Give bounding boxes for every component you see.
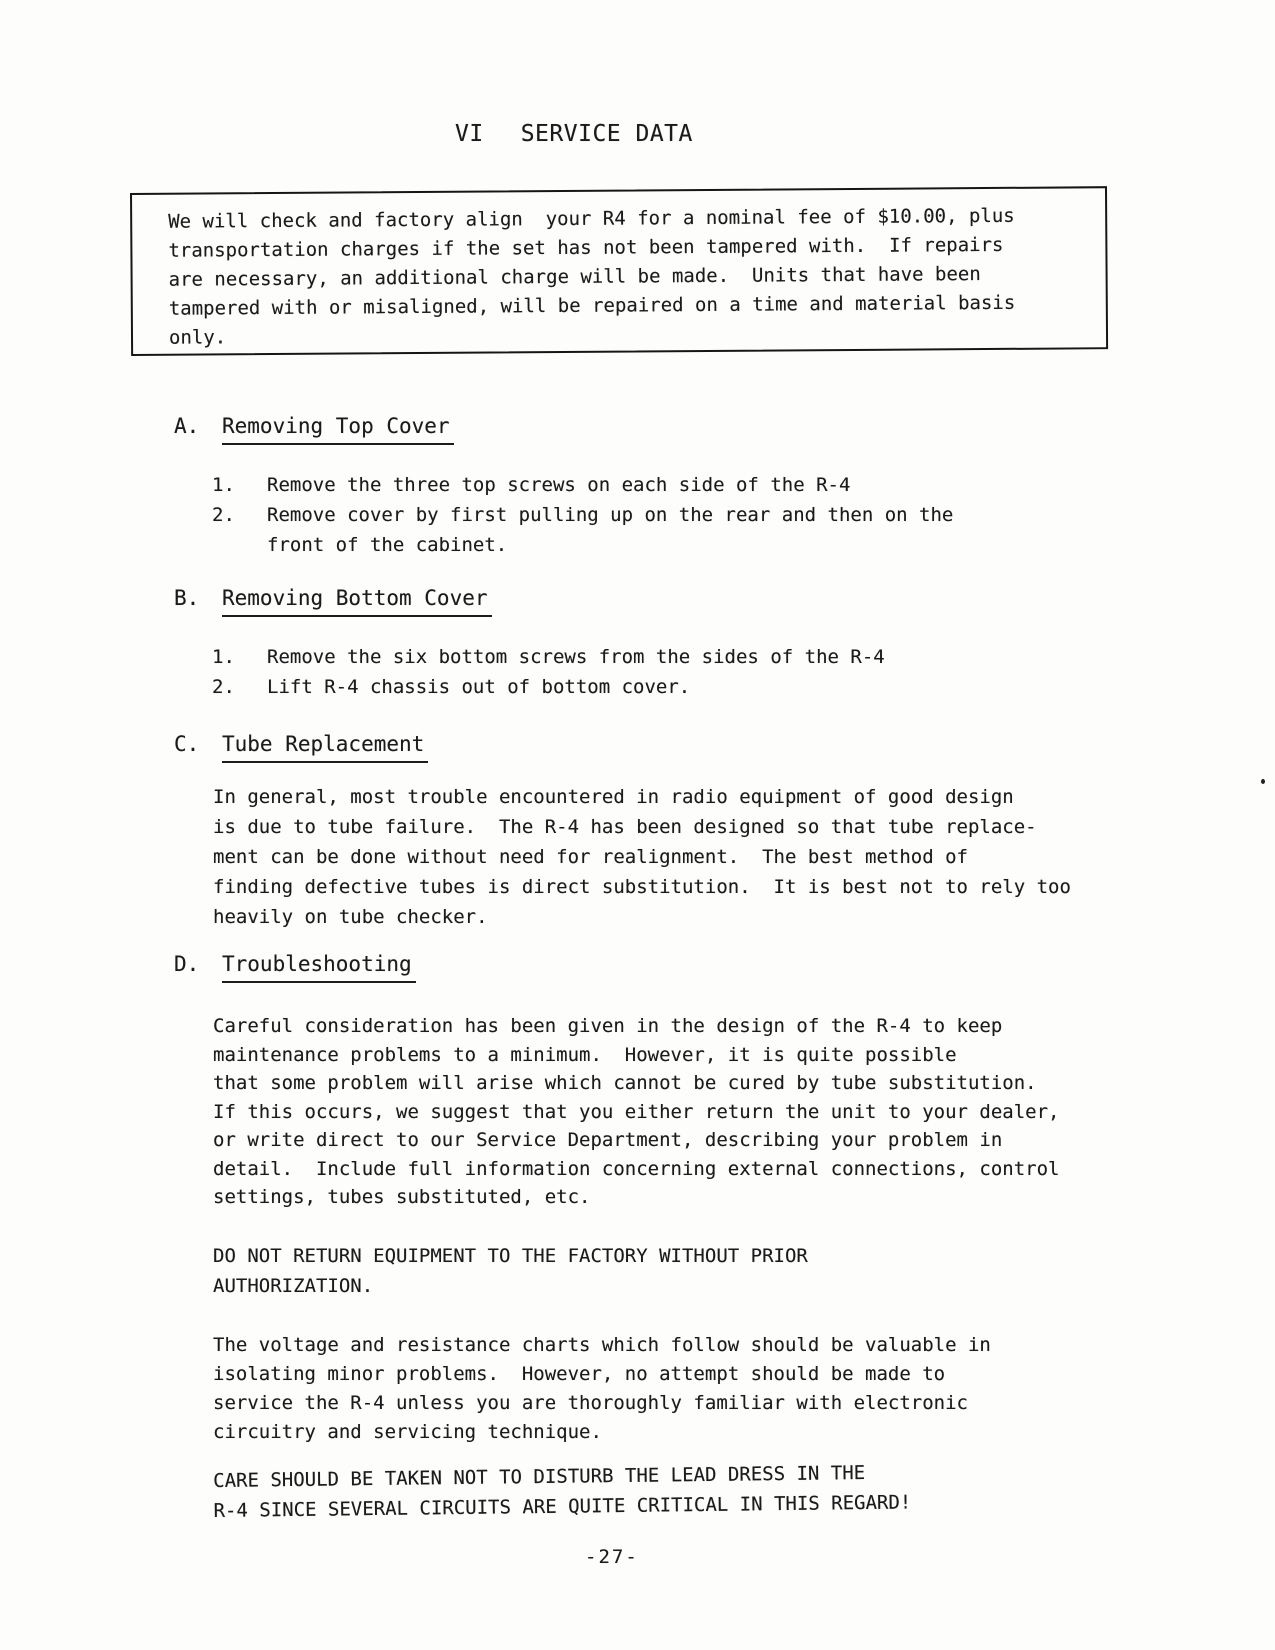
list-item <box>212 500 953 560</box>
text-line: that some problem will arise which cannot be cured by tube substitution. <box>213 1072 1037 1094</box>
text-line: Remove cover by first pulling up on the rear and then on the <box>267 504 954 526</box>
scan-artifact-dot <box>1261 779 1265 784</box>
item-number: 1. <box>212 474 235 496</box>
item-text <box>267 500 953 560</box>
item-text <box>267 672 690 702</box>
item-number: 2. <box>212 676 235 698</box>
text-line: maintenance problems to a minimum. However, it is quite possible <box>213 1043 957 1066</box>
text-line: front of the cabinet. <box>267 534 508 556</box>
text-line: In general, most trouble encountered in radio equipment of good design <box>213 786 1014 808</box>
paragraph-tube-replacement <box>213 782 1071 932</box>
item-text <box>267 642 885 672</box>
section-title: SERVICE DATA <box>520 121 693 147</box>
section-letter: B. <box>174 586 200 610</box>
section-heading-text: Removing Bottom Cover <box>222 584 492 617</box>
service-notice-text <box>132 188 1106 353</box>
text-line: heavily on tube checker. <box>213 906 488 928</box>
section-heading-troubleshooting <box>174 950 416 983</box>
list-item <box>212 470 953 500</box>
list-item <box>212 642 885 672</box>
text-line: Careful consideration has been given in the design of the R-4 to keep <box>213 1015 1003 1037</box>
list-removing-top-cover <box>212 470 953 560</box>
text-line: only. <box>168 326 227 349</box>
text-line: detail. Include full information concerning external connections, control <box>213 1157 1060 1180</box>
page-title <box>455 121 693 147</box>
list-removing-bottom-cover <box>212 642 885 702</box>
section-letter: A. <box>174 414 200 438</box>
text-line: CARE SHOULD BE TAKEN NOT TO DISTURB THE LEAD DRESS IN THE <box>213 1462 866 1492</box>
text-line: settings, tubes substituted, etc. <box>213 1186 591 1208</box>
text-line: The voltage and resistance charts which follow should be valuable in <box>213 1334 991 1356</box>
text-line: service the R-4 unless you are thoroughly familiar with electronic <box>213 1392 968 1414</box>
text-line: ment can be done without need for realignment. The best method of <box>213 846 968 868</box>
section-number: VI <box>455 121 484 147</box>
item-number: 2. <box>212 504 235 526</box>
service-notice-box <box>130 186 1108 356</box>
paragraph-voltage-resistance-charts <box>213 1331 991 1447</box>
text-line: AUTHORIZATION. <box>213 1275 374 1297</box>
section-heading-text: Removing Top Cover <box>222 412 454 445</box>
text-line: isolating minor problems. However, no attempt should be made to <box>213 1363 946 1385</box>
text-line: transportation charges if the set has not been tampered with. If repairs <box>168 233 1004 262</box>
section-heading-text: Troubleshooting <box>222 950 416 983</box>
paragraph-do-not-return-warning <box>213 1241 808 1301</box>
text-line: If this occurs, we suggest that you either return the unit to your dealer, <box>213 1100 1060 1123</box>
text-line: We will check and factory align your R4 for a nominal fee of $10.00, plus <box>168 204 1015 233</box>
text-line: Remove the three top screws on each side of the R-4 <box>267 474 851 496</box>
section-letter: D. <box>174 952 200 976</box>
page-number: -27- <box>585 1546 639 1568</box>
section-heading-removing-top-cover <box>174 412 454 445</box>
text-line: or write direct to our Service Department, describing your problem in <box>213 1129 1003 1151</box>
item-text <box>267 470 850 500</box>
text-line: Lift R-4 chassis out of bottom cover. <box>267 676 691 698</box>
text-line: are necessary, an additional charge will be made. Units that have been <box>168 263 981 291</box>
text-line: tampered with or misaligned, will be repaired on a time and material basis <box>168 291 1016 320</box>
text-line: circuitry and servicing technique. <box>213 1421 602 1443</box>
section-heading-removing-bottom-cover <box>174 584 492 617</box>
list-item <box>212 672 885 702</box>
paragraph-lead-dress-warning <box>213 1457 911 1526</box>
section-heading-text: Tube Replacement <box>222 730 428 763</box>
item-number: 1. <box>212 646 235 668</box>
section-heading-tube-replacement <box>174 730 428 763</box>
text-line: finding defective tubes is direct substitution. It is best not to rely too <box>213 876 1071 898</box>
text-line: is due to tube failure. The R-4 has been designed so that tube replace- <box>213 816 1037 838</box>
paragraph-troubleshooting <box>213 1012 1059 1212</box>
section-letter: C. <box>174 732 200 756</box>
text-line: DO NOT RETURN EQUIPMENT TO THE FACTORY WITHOUT PRIOR <box>213 1245 808 1267</box>
text-line: Remove the six bottom screws from the sides of the R-4 <box>267 646 885 668</box>
text-line: R-4 SINCE SEVERAL CIRCUITS ARE QUITE CRITICAL IN THIS REGARD! <box>213 1491 912 1522</box>
